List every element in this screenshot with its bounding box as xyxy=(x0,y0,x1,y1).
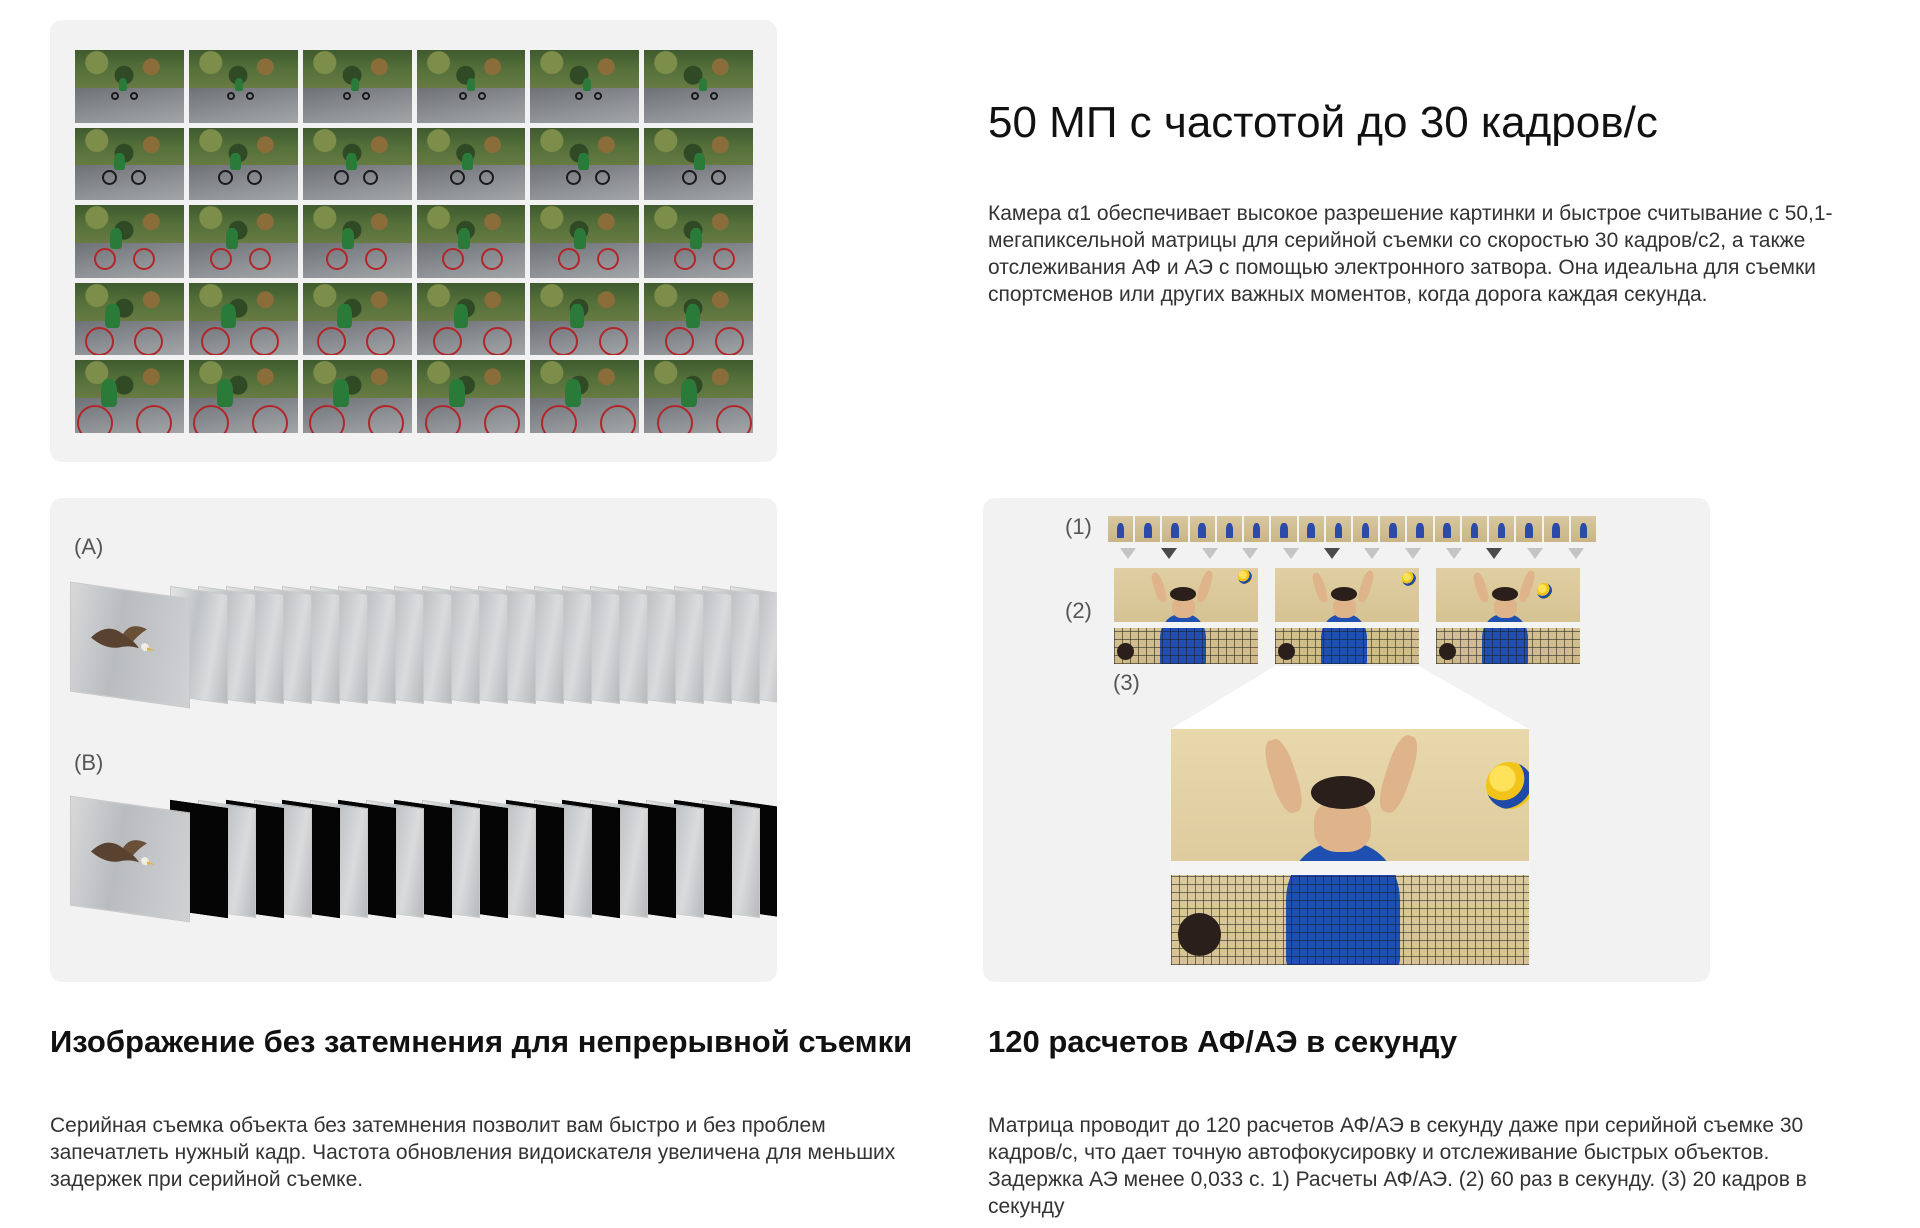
cyclist-frame xyxy=(303,283,412,356)
cyclist-frame xyxy=(417,283,526,356)
calculation-frame xyxy=(1462,516,1487,542)
calculation-arrow-icon xyxy=(1433,548,1474,562)
player-right-arm xyxy=(1196,569,1216,603)
eagle-icon xyxy=(89,615,159,665)
cyclist-frame xyxy=(644,50,753,123)
volleyball-icon xyxy=(1537,583,1553,599)
calculation-frame xyxy=(1353,516,1378,542)
cyclist-frame xyxy=(644,205,753,278)
calculation-arrow-icon xyxy=(1108,548,1149,562)
cyclist-frame xyxy=(417,50,526,123)
cyclist-frame xyxy=(530,360,639,433)
cyclist-frame xyxy=(75,50,184,123)
calculation-frame xyxy=(1217,516,1242,542)
volleyball-icon xyxy=(1486,762,1529,809)
calculation-arrow-icon xyxy=(1149,548,1190,562)
calculation-arrow-icon xyxy=(1393,548,1434,562)
af-description: Матрица проводит до 120 расчетов АФ/АЭ в секунду даже при серийной съемке 30 кадров/с, что дает точную автофокусировку и отслеживание быстрых объектов. Задержка АЭ менее 0,033 с. 1) Расчеты АФ/АЭ. (2) 60 раз в секунду. (3) 20 кадров в секунду xyxy=(988,1114,1807,1218)
cyclist-frame xyxy=(75,360,184,433)
label-20-frames: (3) xyxy=(1113,670,1140,695)
af-calculation-strip xyxy=(1108,516,1596,542)
cyclist-frame xyxy=(644,283,753,356)
calculation-frame xyxy=(1299,516,1324,542)
player-left-arm xyxy=(1150,571,1169,603)
volleyball-frame-3 xyxy=(1436,568,1580,664)
player-hair xyxy=(1170,587,1196,600)
cyclist-frame xyxy=(417,360,526,433)
cyclist-frame xyxy=(303,50,412,123)
blackout-heading: Изображение без затемнения для непрерывной съемки xyxy=(50,1024,913,1059)
blackout-description: Серийная съемка объекта без затемнения позволит вам быстро и без проблем запечатлеть нужный кадр. Частота обновления видоискателя увеличена для меньших задержек при серийной съемке. xyxy=(50,1114,896,1191)
burst-frame xyxy=(70,582,190,709)
background-player xyxy=(1178,913,1221,955)
player-left-arm xyxy=(1472,571,1491,603)
volleyball-enlarged-frame xyxy=(1171,729,1529,965)
burst-heading: 50 МП с частотой до 30 кадров/с xyxy=(988,98,1658,147)
cyclist-frame xyxy=(189,128,298,201)
row-label-a: (A) xyxy=(74,534,104,559)
calculation-arrows xyxy=(1108,548,1596,562)
net-top-band xyxy=(1275,622,1419,628)
calculation-frame xyxy=(1135,516,1160,542)
calculation-frame xyxy=(1516,516,1541,542)
calculation-frame xyxy=(1380,516,1405,542)
calculation-frame xyxy=(1162,516,1187,542)
player-right-arm xyxy=(1374,732,1423,816)
eagle-icon xyxy=(89,829,159,879)
cyclist-frame xyxy=(303,128,412,201)
cyclist-frame xyxy=(530,128,639,201)
calculation-arrow-icon xyxy=(1352,548,1393,562)
calculation-frame xyxy=(1407,516,1432,542)
cyclist-frame xyxy=(189,283,298,356)
calculation-frame xyxy=(1326,516,1351,542)
calculation-frame xyxy=(1489,516,1514,542)
cyclist-frame xyxy=(417,205,526,278)
player-hair xyxy=(1492,587,1518,600)
calculation-frame xyxy=(1544,516,1569,542)
cyclist-frame xyxy=(530,50,639,123)
row-label-b: (B) xyxy=(74,750,104,775)
calculation-frame xyxy=(1435,516,1460,542)
calculation-frame xyxy=(1271,516,1296,542)
volleyball-net xyxy=(1436,624,1580,664)
cyclist-frame xyxy=(189,360,298,433)
player-left-arm xyxy=(1260,736,1307,816)
cyclist-frame xyxy=(189,50,298,123)
cyclist-frame xyxy=(75,205,184,278)
player-hair xyxy=(1311,776,1375,809)
net-top-band xyxy=(1436,622,1580,628)
volleyball-net xyxy=(1275,624,1419,664)
calculation-arrow-icon xyxy=(1271,548,1312,562)
burst-frame xyxy=(70,796,190,923)
cyclist-frame xyxy=(75,283,184,356)
calculation-arrow-icon xyxy=(1474,548,1515,562)
cyclist-frame xyxy=(303,360,412,433)
volleyball-icon xyxy=(1238,570,1252,584)
cyclist-frame xyxy=(530,205,639,278)
volleyball-frame-2 xyxy=(1275,568,1419,664)
cyclist-frame xyxy=(530,283,639,356)
net-top-band xyxy=(1114,622,1258,628)
player-right-arm xyxy=(1357,569,1377,603)
calculation-arrow-icon xyxy=(1230,548,1271,562)
calculation-arrow-icon xyxy=(1311,548,1352,562)
cyclist-frame-grid xyxy=(75,50,753,433)
volleyball-net xyxy=(1114,624,1258,664)
player-right-arm xyxy=(1518,569,1538,603)
player-hair xyxy=(1331,587,1357,600)
cyclist-frame xyxy=(189,205,298,278)
af-ae-diagram-panel xyxy=(983,498,1710,982)
burst-description: Камера α1 обеспечивает высокое разрешение картинки и быстрое считывание с 50,1-мегапиксельной матрицы для серийной съемки со скоростью 30 кадров/с2, а также отслеживания АФ и АЭ с помощью электронного затвора. Она идеальна для съемки спортсменов или других важных моментов, когда дорога каждая секунда. xyxy=(988,202,1833,306)
af-heading: 120 расчетов АФ/АЭ в секунду xyxy=(988,1024,1458,1059)
volleyball-frame-1 xyxy=(1114,568,1258,664)
calculation-arrow-icon xyxy=(1515,548,1556,562)
label-af-calculations: (1) xyxy=(1065,514,1092,539)
cyclist-frame xyxy=(303,205,412,278)
calculation-arrow-icon xyxy=(1189,548,1230,562)
label-60-per-second: (2) xyxy=(1065,598,1092,623)
cyclist-frame xyxy=(417,128,526,201)
frames-no-blackout xyxy=(70,590,760,720)
net-top-band xyxy=(1171,861,1529,875)
calculation-frame xyxy=(1244,516,1269,542)
calculation-frame xyxy=(1108,516,1133,542)
volleyball-net xyxy=(1171,866,1529,965)
burst-sequence-panel xyxy=(50,20,777,462)
cyclist-frame xyxy=(75,128,184,201)
calculation-arrow-icon xyxy=(1555,548,1596,562)
volleyball-icon xyxy=(1402,572,1416,586)
frames-with-blackout xyxy=(70,804,760,934)
cyclist-frame xyxy=(644,128,753,201)
cyclist-frame xyxy=(644,360,753,433)
calculation-frame xyxy=(1190,516,1215,542)
player-left-arm xyxy=(1311,571,1330,603)
blackout-comparison-panel xyxy=(50,498,777,982)
calculation-frame xyxy=(1571,516,1596,542)
